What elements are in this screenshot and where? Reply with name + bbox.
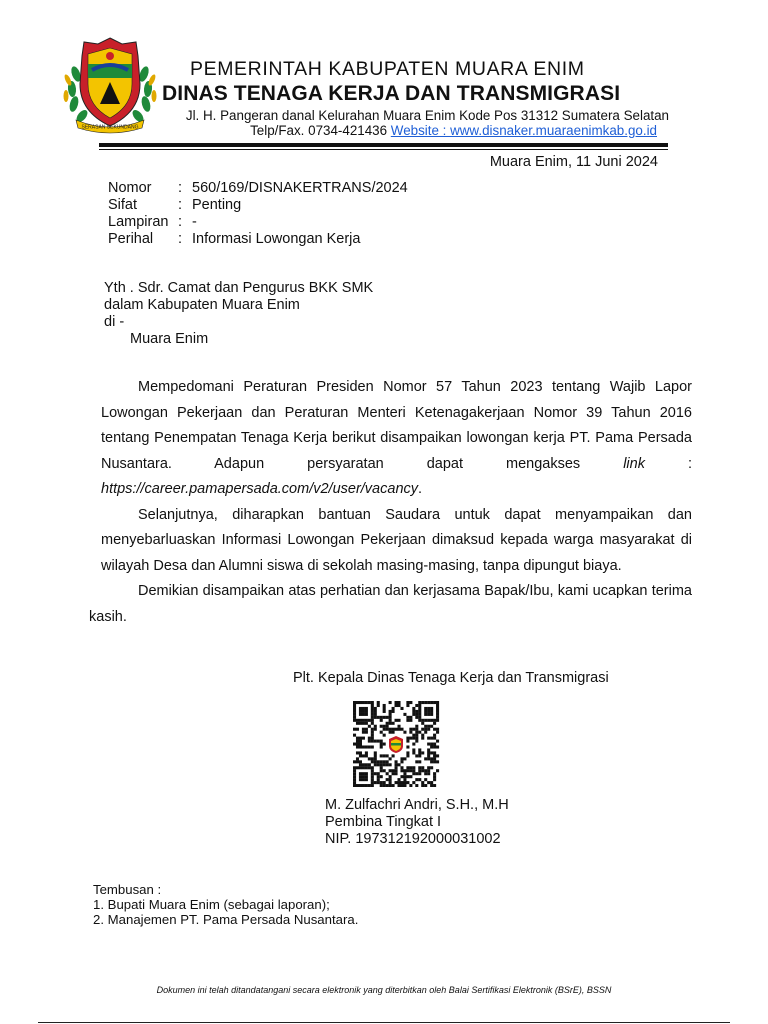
meta-row: Lampiran : - [108, 214, 408, 231]
signatory-title: Plt. Kepala Dinas Tenaga Kerja dan Transmigrasi [293, 670, 609, 686]
recipient-line: dalam Kabupaten Muara Enim [104, 297, 300, 313]
carbon-copy-block [93, 882, 358, 927]
website-link[interactable]: Website : www.disnaker.muaraenimkab.go.id [390, 123, 657, 138]
link-word: link [623, 455, 645, 472]
recipient-block [104, 280, 373, 348]
meta-row: Nomor : 560/169/DISNAKERTRANS/2024 [108, 180, 408, 196]
signature-qr-code [351, 701, 441, 787]
body-paragraph-1: Mempedomani Peraturan Presiden Nomor 57 Tahun 2023 tentang Wajib Lapor Lowongan Pekerjaan dan Peraturan Menteri Ketenagakerjaan Nomor 39 Tahun 2016 tentang Penempatan Tenaga Kerja berikut disampaikan lowongan kerja PT. Pama Persada Nusantara. Adapun persyaratan dapat mengakses link : https://career.pamapersada.com/v2/user/vacancy. [101, 379, 692, 497]
letter-body [89, 375, 692, 630]
cc-item: 1. Bupati Muara Enim (sebagai laporan); [93, 897, 330, 912]
letterhead-rule-thick [99, 143, 668, 147]
signatory-nip: NIP. 197312192000031002 [325, 831, 501, 847]
meta-key: Sifat [108, 197, 138, 213]
regency-logo [62, 34, 158, 134]
letterhead-rule-thin [99, 149, 668, 150]
cc-item: 2. Manajemen PT. Pama Persada Nusantara. [93, 912, 359, 927]
meta-key: Nomor [108, 180, 152, 196]
letter-metadata [108, 180, 408, 248]
vacancy-url[interactable]: https://career.pamapersada.com/v2/user/vacancy [101, 481, 419, 497]
recipient-line: di - [104, 314, 125, 330]
department-name: DINAS TENAGA KERJA DAN TRANSMIGRASI [162, 82, 621, 105]
meta-value: - [192, 214, 197, 230]
meta-row: Perihal : Informasi Lowongan Kerja [108, 231, 408, 248]
office-address: Jl. H. Pangeran danal Kelurahan Muara Enim Kode Pos 31312 Sumatera Selatan [185, 108, 669, 123]
cc-heading: Tembusan : [93, 882, 162, 897]
recipient-city: Muara Enim [130, 331, 209, 347]
signatory-block [325, 797, 509, 848]
letter-date: Muara Enim, 11 Juni 2024 [489, 154, 658, 170]
signatory-rank: Pembina Tingkat I [325, 814, 442, 830]
qr-center-emblem-icon [386, 734, 406, 753]
meta-value: Informasi Lowongan Kerja [192, 231, 361, 247]
meta-value: 560/169/DISNAKERTRANS/2024 [192, 180, 408, 196]
body-paragraph-3: Demikian disampaikan atas perhatian dan kerjasama Bapak/Ibu, kami ucapkan terima kasih. [89, 583, 692, 625]
body-paragraph-2: Selanjutnya, diharapkan bantuan Saudara untuk dapat menyampaikan dan menyebarluaskan Informasi Lowongan Pekerjaan dimaksud kepada warga masyarakat di wilayah Desa dan Alumni siswa di sekolah masing-masing, tanpa dipungut biaya. [101, 506, 692, 574]
logo-motto-text: SERASAN SEKUNDANG [81, 124, 139, 131]
meta-key: Lampiran [108, 214, 169, 230]
recipient-line: Yth . Sdr. Camat dan Pengurus BKK SMK [104, 280, 374, 296]
e-signature-footer: Dokumen ini telah ditandatangani secara elektronik yang diterbitkan oleh Balai Sertifikasi Elektronik (BSrE), BSSN [156, 985, 612, 995]
phone-fax: Telp/Fax. 0734-421436 [250, 123, 388, 138]
signatory-name: M. Zulfachri Andri, S.H., M.H [325, 797, 509, 813]
footer-rule [38, 1022, 730, 1023]
government-name: PEMERINTAH KABUPATEN MUARA ENIM [190, 58, 585, 80]
meta-value: Penting [192, 197, 242, 213]
meta-key: Perihal [108, 231, 154, 247]
meta-row: Sifat : Penting [108, 197, 408, 214]
contact-line [250, 123, 657, 138]
